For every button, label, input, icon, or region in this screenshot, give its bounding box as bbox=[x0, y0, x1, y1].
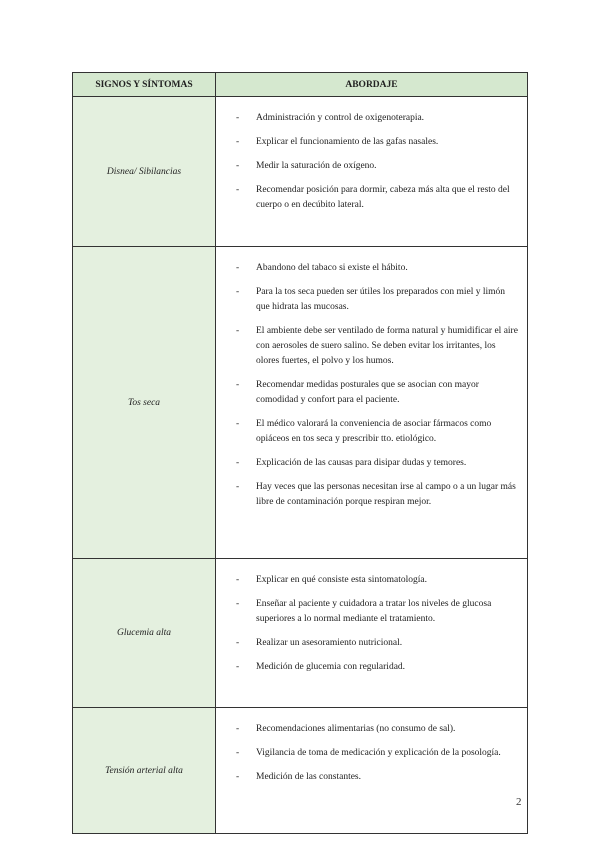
approach-list bbox=[236, 573, 521, 675]
list-item: - Explicar el funcionamiento de las gafas nasales. bbox=[236, 135, 521, 150]
list-item: - Para la tos seca pueden ser útiles los preparados con miel y limón que hidrata las mucosas. bbox=[236, 285, 521, 315]
table-row bbox=[73, 97, 528, 247]
list-item: - Abandono del tabaco si existe el hábito. bbox=[236, 261, 521, 276]
list-item: - Explicar en qué consiste esta sintomatología. bbox=[236, 573, 521, 588]
table-header-row bbox=[73, 73, 528, 97]
approach-list bbox=[236, 261, 521, 510]
list-item: - Hay veces que las personas necesitan irse al campo o a un lugar más libre de contaminación porque respiran mejor. bbox=[236, 480, 521, 510]
sign-cell: Disnea/ Sibilancias bbox=[73, 97, 216, 247]
approach-cell bbox=[216, 247, 528, 559]
list-item: - Medición de las constantes. bbox=[236, 770, 521, 785]
list-item: - Explicación de las causas para disipar dudas y temores. bbox=[236, 456, 521, 471]
approach-cell bbox=[216, 708, 528, 834]
approach-list bbox=[236, 722, 521, 785]
list-item: - Medir la saturación de oxígeno. bbox=[236, 159, 521, 174]
list-item: - El médico valorará la conveniencia de asociar fármacos como opiáceos en tos seca y prescribir tto. etiológico. bbox=[236, 417, 521, 447]
list-item: - El ambiente debe ser ventilado de forma natural y humidificar el aire con aerosoles de suero salino. Se deben evitar los irritantes, los olores fuertes, el polvo y los humos. bbox=[236, 324, 521, 369]
list-item: - Medición de glucemia con regularidad. bbox=[236, 660, 521, 675]
approach-list bbox=[236, 111, 521, 213]
sign-cell: Tensión arterial alta bbox=[73, 708, 216, 834]
column-header-signs: SIGNOS Y SÍNTOMAS bbox=[73, 73, 216, 97]
list-item: - Recomendaciones alimentarias (no consumo de sal). bbox=[236, 722, 521, 737]
list-item: - Enseñar al paciente y cuidadora a tratar los niveles de glucosa superiores a lo normal mediante el tratamiento. bbox=[236, 597, 521, 627]
page-number: 2 bbox=[516, 796, 522, 808]
list-item: - Vigilancia de toma de medicación y explicación de la posología. bbox=[236, 746, 521, 761]
list-item: - Administración y control de oxigenoterapia. bbox=[236, 111, 521, 126]
table-row bbox=[73, 559, 528, 708]
list-item: - Recomendar medidas posturales que se asocian con mayor comodidad y confort para el paciente. bbox=[236, 378, 521, 408]
table-row bbox=[73, 708, 528, 834]
column-header-approach: ABORDAJE bbox=[216, 73, 528, 97]
care-table bbox=[72, 72, 528, 834]
list-item: - Recomendar posición para dormir, cabeza más alta que el resto del cuerpo o en decúbito lateral. bbox=[236, 183, 521, 213]
sign-cell: Tos seca bbox=[73, 247, 216, 559]
list-item: - Realizar un asesoramiento nutricional. bbox=[236, 636, 521, 651]
approach-cell bbox=[216, 97, 528, 247]
approach-cell bbox=[216, 559, 528, 708]
table-row bbox=[73, 247, 528, 559]
sign-cell: Glucemia alta bbox=[73, 559, 216, 708]
